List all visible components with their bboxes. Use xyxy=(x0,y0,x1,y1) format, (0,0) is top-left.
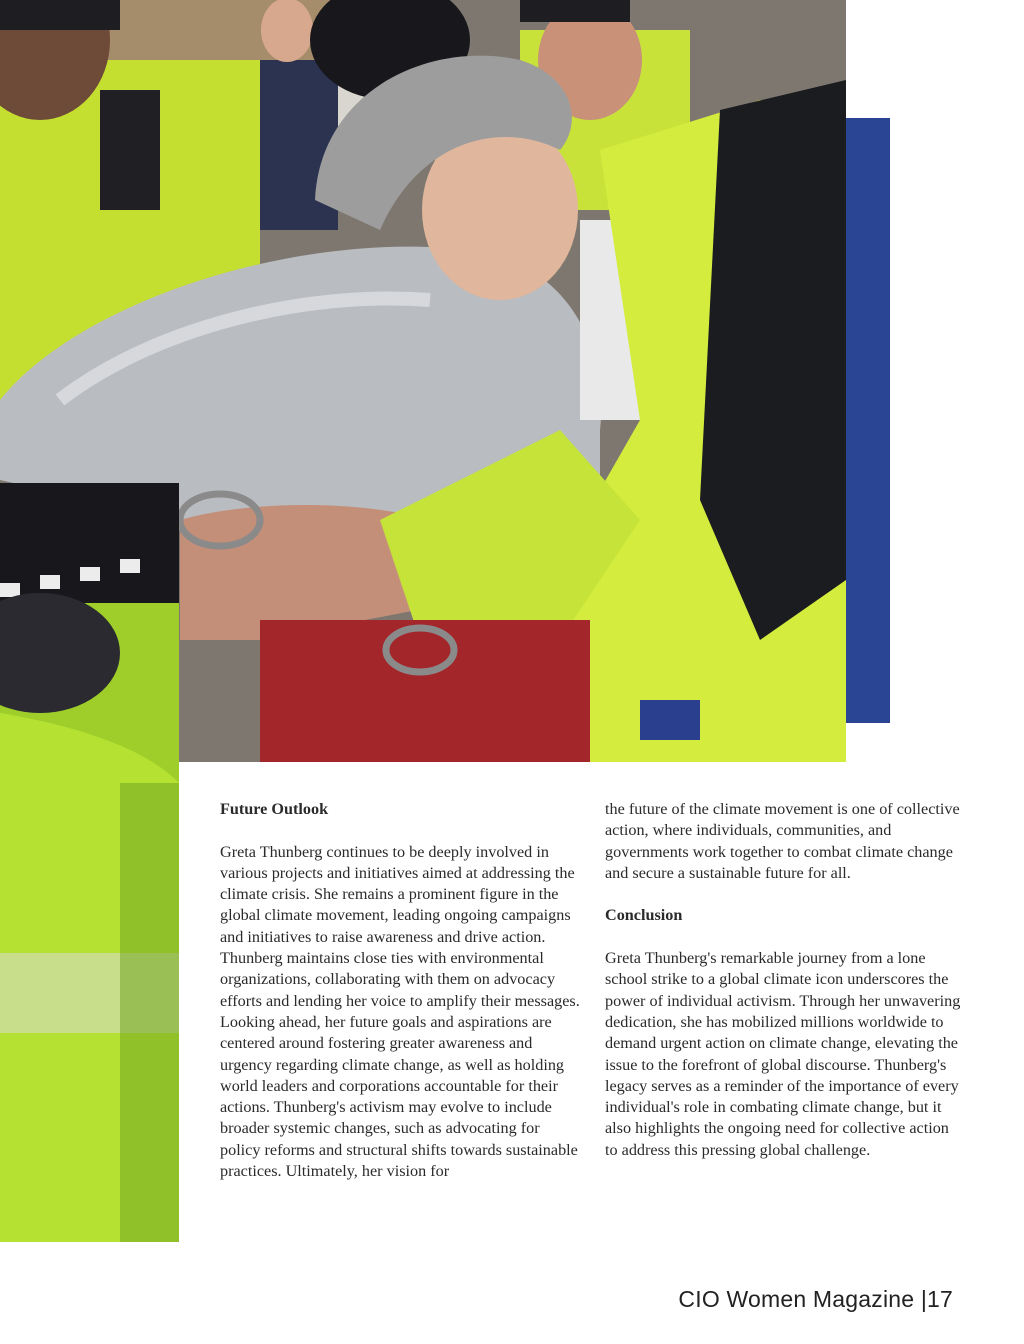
blue-accent-bar xyxy=(846,118,890,723)
side-photo-strip xyxy=(0,483,179,1242)
conclusion-paragraph: Greta Thunberg's remarkable journey from a lone school strike to a global climate icon underscores the power of individual activism. Through her unwavering dedication, she has mobilized millions worldwide to demand urgent action on climate change, elevating the issue to the forefront of global discourse. Thunberg's legacy serves as a reminder of the importance of every individual's role in combating climate change, but it also highlights the ongoing need for collective action to address this pressing global challenge. xyxy=(605,949,961,1159)
section-heading-conclusion: Conclusion xyxy=(605,906,683,925)
future-outlook-paragraph: Greta Thunberg continues to be deeply involved in various projects and initiatives aimed at addressing the climate crisis. She remains a prominent figure in the global climate movement, leading ongoing campaigns and initiatives to raise awareness and drive action. Thunberg maintains close ties with environmental organizations, collaborating with them on advocacy efforts and lending her voice to amplify their messages. Looking ahead, her future goals and aspirations are centered around fostering greater awareness and urgency regarding climate change, as well as holding world leaders and corporations accountable for their actions. Thunberg's activism may evolve to include broader systemic changes, such as advocating for policy reforms and structural shifts towards sustainable practices. Ultimately, her vision for xyxy=(220,842,580,1181)
section-heading-future-outlook: Future Outlook xyxy=(220,800,329,818)
right-text-column xyxy=(605,799,965,1161)
officer-closeup-illustration xyxy=(0,483,179,1242)
page-footer: CIO Women Magazine |17 xyxy=(678,1286,953,1312)
left-text-column xyxy=(220,799,580,1182)
continued-paragraph: the future of the climate movement is one of collective action, where individuals, communities, and governments work together to combat climate change and secure a sustainable future for all. xyxy=(605,800,960,882)
